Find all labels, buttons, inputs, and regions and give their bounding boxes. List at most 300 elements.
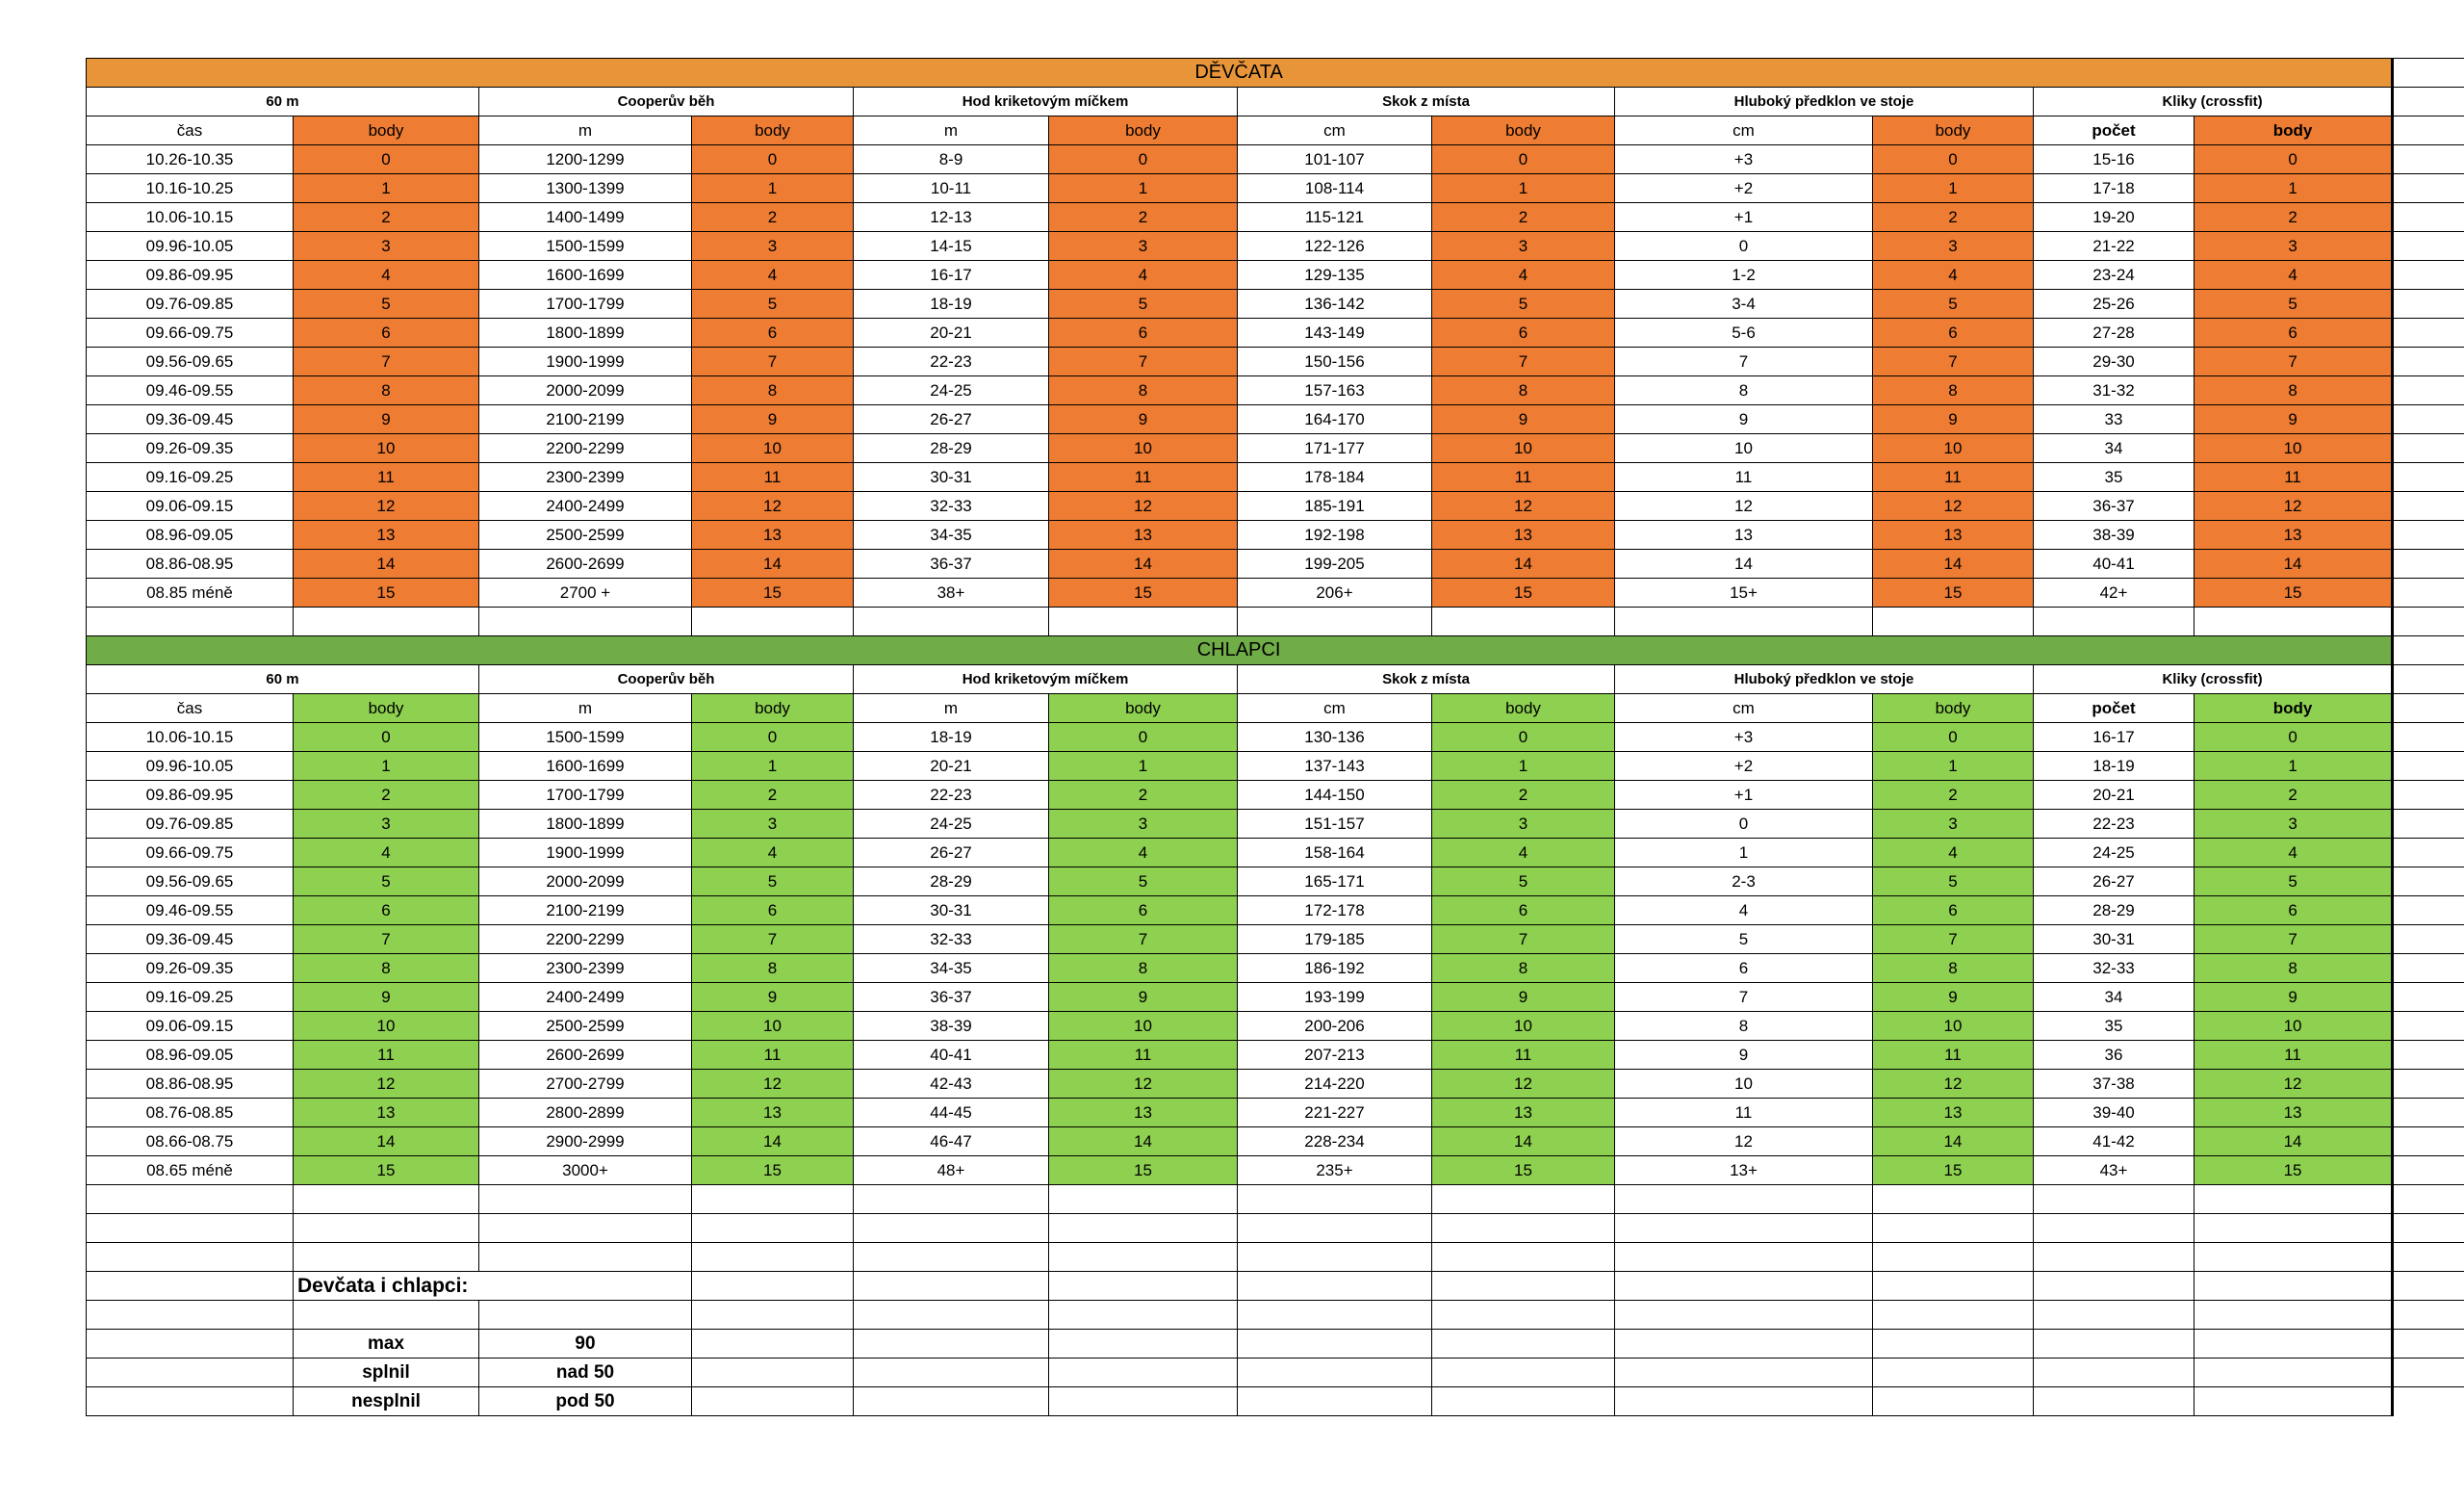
summary-section bbox=[87, 1185, 2464, 1416]
value-cell: 137-143 bbox=[1238, 752, 1432, 781]
points-cell: 2 bbox=[692, 781, 854, 810]
table-row bbox=[87, 983, 2464, 1012]
value-cell: 2600-2699 bbox=[479, 1041, 692, 1070]
value-cell: 12-13 bbox=[854, 203, 1049, 232]
points-cell: 2 bbox=[1873, 203, 2034, 232]
value-cell: +3 bbox=[1615, 723, 1873, 752]
points-cell: 5 bbox=[294, 290, 479, 319]
points-cell: 0 bbox=[1432, 145, 1615, 174]
value-cell: 2200-2299 bbox=[479, 434, 692, 463]
value-cell: 19-20 bbox=[2034, 203, 2194, 232]
unit-points: body bbox=[1873, 116, 2034, 145]
girls-unit-header bbox=[87, 116, 2464, 145]
value-cell: 214-220 bbox=[1238, 1070, 1432, 1099]
points-cell: 13 bbox=[2194, 521, 2393, 550]
points-cell: 14 bbox=[294, 550, 479, 579]
points-cell: 6 bbox=[1873, 896, 2034, 925]
points-cell: 11 bbox=[692, 463, 854, 492]
points-cell: 3 bbox=[2194, 810, 2393, 839]
points-cell: 10 bbox=[692, 1012, 854, 1041]
value-cell: 1-2 bbox=[1615, 261, 1873, 290]
unit-points: body bbox=[294, 694, 479, 723]
value-cell: 10-11 bbox=[854, 174, 1049, 203]
points-cell: 6 bbox=[1873, 319, 2034, 348]
value-cell: 2800-2899 bbox=[479, 1099, 692, 1127]
points-cell: 15 bbox=[1873, 579, 2034, 608]
summary-max-label: max bbox=[294, 1330, 479, 1359]
points-cell: 11 bbox=[1873, 463, 2034, 492]
value-cell: 1800-1899 bbox=[479, 319, 692, 348]
value-cell: 30-31 bbox=[854, 463, 1049, 492]
value-cell: 17-18 bbox=[2034, 174, 2194, 203]
points-cell: 9 bbox=[2194, 983, 2393, 1012]
value-cell: 186-192 bbox=[1238, 954, 1432, 983]
value-cell: 179-185 bbox=[1238, 925, 1432, 954]
value-cell: 08.85 méně bbox=[87, 579, 294, 608]
value-cell: 200-206 bbox=[1238, 1012, 1432, 1041]
value-cell: 5-6 bbox=[1615, 319, 1873, 348]
value-cell: 0 bbox=[1615, 232, 1873, 261]
summary-pass-label: splnil bbox=[294, 1359, 479, 1387]
points-cell: 1 bbox=[1049, 752, 1238, 781]
points-cell: 12 bbox=[1049, 1070, 1238, 1099]
unit-points: body bbox=[692, 694, 854, 723]
value-cell: 10.26-10.35 bbox=[87, 145, 294, 174]
points-cell: 13 bbox=[1873, 521, 2034, 550]
points-cell: 2 bbox=[2194, 203, 2393, 232]
value-cell: 23-24 bbox=[2034, 261, 2194, 290]
value-cell: 41-42 bbox=[2034, 1127, 2194, 1156]
points-cell: 9 bbox=[1873, 983, 2034, 1012]
table-row bbox=[87, 579, 2464, 608]
points-cell: 8 bbox=[1049, 954, 1238, 983]
table-row bbox=[87, 1127, 2464, 1156]
value-cell: 28-29 bbox=[854, 434, 1049, 463]
points-cell: 14 bbox=[1873, 550, 2034, 579]
points-cell: 2 bbox=[1432, 203, 1615, 232]
value-cell: 36 bbox=[2034, 1041, 2194, 1070]
value-cell: 08.86-08.95 bbox=[87, 550, 294, 579]
value-cell: 4 bbox=[1615, 896, 1873, 925]
points-cell: 0 bbox=[294, 723, 479, 752]
value-cell: 193-199 bbox=[1238, 983, 1432, 1012]
table-row bbox=[87, 1156, 2464, 1185]
points-cell: 13 bbox=[2194, 1099, 2393, 1127]
points-cell: 10 bbox=[1049, 1012, 1238, 1041]
points-cell: 5 bbox=[1049, 290, 1238, 319]
points-cell: 5 bbox=[1873, 867, 2034, 896]
points-cell: 4 bbox=[1432, 261, 1615, 290]
girls-table bbox=[87, 59, 2464, 608]
value-cell: 35 bbox=[2034, 463, 2194, 492]
points-cell: 15 bbox=[1873, 1156, 2034, 1185]
points-cell: 10 bbox=[2194, 1012, 2393, 1041]
value-cell: 20-21 bbox=[2034, 781, 2194, 810]
value-cell: 09.66-09.75 bbox=[87, 319, 294, 348]
value-cell: 09.86-09.95 bbox=[87, 261, 294, 290]
table-row bbox=[87, 405, 2464, 434]
table-row bbox=[87, 723, 2464, 752]
points-cell: 13 bbox=[1049, 1099, 1238, 1127]
value-cell: 1700-1799 bbox=[479, 290, 692, 319]
points-cell: 1 bbox=[1049, 174, 1238, 203]
value-cell: 2000-2099 bbox=[479, 376, 692, 405]
points-cell: 6 bbox=[1049, 319, 1238, 348]
points-cell: 0 bbox=[294, 145, 479, 174]
table-row bbox=[87, 925, 2464, 954]
points-cell: 12 bbox=[692, 492, 854, 521]
points-cell: 3 bbox=[692, 810, 854, 839]
points-cell: 10 bbox=[1432, 434, 1615, 463]
value-cell: 13+ bbox=[1615, 1156, 1873, 1185]
value-cell: 2700 + bbox=[479, 579, 692, 608]
group-forward-bend: Hluboký předklon ve stoje bbox=[1615, 665, 2034, 694]
value-cell: 09.36-09.45 bbox=[87, 925, 294, 954]
value-cell: 22-23 bbox=[854, 781, 1049, 810]
group-pushups: Kliky (crossfit) bbox=[2034, 88, 2393, 116]
value-cell: 8 bbox=[1615, 376, 1873, 405]
value-cell: 165-171 bbox=[1238, 867, 1432, 896]
points-cell: 11 bbox=[294, 463, 479, 492]
value-cell: 24-25 bbox=[854, 810, 1049, 839]
value-cell: 09.06-09.15 bbox=[87, 492, 294, 521]
points-cell: 14 bbox=[2194, 550, 2393, 579]
value-cell: 38-39 bbox=[854, 1012, 1049, 1041]
points-cell: 8 bbox=[692, 376, 854, 405]
value-cell: 206+ bbox=[1238, 579, 1432, 608]
value-cell: 2100-2199 bbox=[479, 405, 692, 434]
value-cell: 22-23 bbox=[2034, 810, 2194, 839]
points-cell: 4 bbox=[294, 839, 479, 867]
points-cell: 7 bbox=[2194, 925, 2393, 954]
unit-m: m bbox=[854, 694, 1049, 723]
points-cell: 3 bbox=[294, 232, 479, 261]
value-cell: 1900-1999 bbox=[479, 348, 692, 376]
points-cell: 11 bbox=[2194, 1041, 2393, 1070]
points-cell: 5 bbox=[1049, 867, 1238, 896]
value-cell: 122-126 bbox=[1238, 232, 1432, 261]
value-cell: 0 bbox=[1615, 810, 1873, 839]
value-cell: 08.76-08.85 bbox=[87, 1099, 294, 1127]
value-cell: 36-37 bbox=[2034, 492, 2194, 521]
value-cell: 09.46-09.55 bbox=[87, 896, 294, 925]
value-cell: 171-177 bbox=[1238, 434, 1432, 463]
table-row bbox=[87, 434, 2464, 463]
table-row bbox=[87, 781, 2464, 810]
points-cell: 3 bbox=[1049, 232, 1238, 261]
points-cell: 13 bbox=[692, 1099, 854, 1127]
value-cell: 28-29 bbox=[854, 867, 1049, 896]
summary-max-value: 90 bbox=[479, 1330, 692, 1359]
boys-table bbox=[87, 636, 2464, 1185]
points-cell: 11 bbox=[692, 1041, 854, 1070]
points-cell: 9 bbox=[2194, 405, 2393, 434]
value-cell: 08.86-08.95 bbox=[87, 1070, 294, 1099]
value-cell: 09.76-09.85 bbox=[87, 810, 294, 839]
value-cell: 44-45 bbox=[854, 1099, 1049, 1127]
points-cell: 12 bbox=[294, 1070, 479, 1099]
value-cell: 2600-2699 bbox=[479, 550, 692, 579]
points-cell: 6 bbox=[692, 319, 854, 348]
value-cell: 1800-1899 bbox=[479, 810, 692, 839]
points-cell: 11 bbox=[1432, 1041, 1615, 1070]
boys-title: CHLAPCI bbox=[87, 636, 2393, 665]
points-cell: 1 bbox=[692, 174, 854, 203]
points-cell: 0 bbox=[692, 723, 854, 752]
points-cell: 12 bbox=[2194, 1070, 2393, 1099]
points-cell: 9 bbox=[692, 405, 854, 434]
value-cell: 09.56-09.65 bbox=[87, 867, 294, 896]
points-cell: 8 bbox=[2194, 954, 2393, 983]
value-cell: 08.96-09.05 bbox=[87, 1041, 294, 1070]
points-cell: 10 bbox=[1873, 1012, 2034, 1041]
value-cell: 09.46-09.55 bbox=[87, 376, 294, 405]
value-cell: +3 bbox=[1615, 145, 1873, 174]
value-cell: 09.16-09.25 bbox=[87, 463, 294, 492]
value-cell: 6 bbox=[1615, 954, 1873, 983]
value-cell: 36-37 bbox=[854, 983, 1049, 1012]
value-cell: 7 bbox=[1615, 983, 1873, 1012]
table-row bbox=[87, 954, 2464, 983]
points-cell: 1 bbox=[2194, 174, 2393, 203]
points-cell: 4 bbox=[1873, 839, 2034, 867]
table-row bbox=[87, 867, 2464, 896]
table-row bbox=[87, 290, 2464, 319]
points-cell: 12 bbox=[1432, 1070, 1615, 1099]
value-cell: 18-19 bbox=[854, 290, 1049, 319]
points-cell: 15 bbox=[1049, 579, 1238, 608]
value-cell: 26-27 bbox=[854, 839, 1049, 867]
value-cell: 1500-1599 bbox=[479, 723, 692, 752]
value-cell: 48+ bbox=[854, 1156, 1049, 1185]
value-cell: 1900-1999 bbox=[479, 839, 692, 867]
value-cell: 1300-1399 bbox=[479, 174, 692, 203]
points-cell: 7 bbox=[692, 348, 854, 376]
value-cell: 40-41 bbox=[2034, 550, 2194, 579]
value-cell: 13 bbox=[1615, 521, 1873, 550]
unit-points: body bbox=[1049, 116, 1238, 145]
value-cell: 11 bbox=[1615, 463, 1873, 492]
points-cell: 8 bbox=[1873, 376, 2034, 405]
value-cell: 2500-2599 bbox=[479, 1012, 692, 1041]
value-cell: 9 bbox=[1615, 405, 1873, 434]
points-cell: 8 bbox=[692, 954, 854, 983]
points-cell: 6 bbox=[2194, 896, 2393, 925]
points-cell: 2 bbox=[294, 781, 479, 810]
value-cell: 150-156 bbox=[1238, 348, 1432, 376]
value-cell: 9 bbox=[1615, 1041, 1873, 1070]
value-cell: 8-9 bbox=[854, 145, 1049, 174]
table-row bbox=[87, 521, 2464, 550]
points-cell: 14 bbox=[1049, 1127, 1238, 1156]
points-cell: 3 bbox=[1432, 810, 1615, 839]
value-cell: 235+ bbox=[1238, 1156, 1432, 1185]
value-cell: 09.96-10.05 bbox=[87, 232, 294, 261]
points-cell: 15 bbox=[692, 1156, 854, 1185]
value-cell: 199-205 bbox=[1238, 550, 1432, 579]
points-cell: 14 bbox=[692, 1127, 854, 1156]
points-cell: 10 bbox=[1873, 434, 2034, 463]
value-cell: 10.06-10.15 bbox=[87, 203, 294, 232]
value-cell: 21-22 bbox=[2034, 232, 2194, 261]
points-cell: 5 bbox=[294, 867, 479, 896]
points-cell: 13 bbox=[294, 521, 479, 550]
points-cell: 1 bbox=[1432, 752, 1615, 781]
points-cell: 10 bbox=[1432, 1012, 1615, 1041]
value-cell: 129-135 bbox=[1238, 261, 1432, 290]
points-cell: 6 bbox=[294, 896, 479, 925]
value-cell: 43+ bbox=[2034, 1156, 2194, 1185]
table-row bbox=[87, 839, 2464, 867]
value-cell: 29-30 bbox=[2034, 348, 2194, 376]
value-cell: 25-26 bbox=[2034, 290, 2194, 319]
value-cell: 14 bbox=[1615, 550, 1873, 579]
value-cell: +2 bbox=[1615, 174, 1873, 203]
value-cell: 10.06-10.15 bbox=[87, 723, 294, 752]
unit-cm: cm bbox=[1615, 694, 1873, 723]
value-cell: 20-21 bbox=[854, 752, 1049, 781]
value-cell: 172-178 bbox=[1238, 896, 1432, 925]
points-cell: 15 bbox=[1432, 579, 1615, 608]
points-cell: 14 bbox=[692, 550, 854, 579]
value-cell: 151-157 bbox=[1238, 810, 1432, 839]
value-cell: 34 bbox=[2034, 434, 2194, 463]
points-cell: 10 bbox=[294, 434, 479, 463]
value-cell: 27-28 bbox=[2034, 319, 2194, 348]
points-cell: 0 bbox=[1049, 723, 1238, 752]
points-cell: 15 bbox=[692, 579, 854, 608]
points-cell: 14 bbox=[1432, 550, 1615, 579]
points-cell: 2 bbox=[1432, 781, 1615, 810]
points-cell: 8 bbox=[1049, 376, 1238, 405]
value-cell: 2300-2399 bbox=[479, 463, 692, 492]
value-cell: 39-40 bbox=[2034, 1099, 2194, 1127]
points-cell: 1 bbox=[294, 174, 479, 203]
table-row bbox=[87, 550, 2464, 579]
points-cell: 15 bbox=[1049, 1156, 1238, 1185]
points-cell: 5 bbox=[2194, 290, 2393, 319]
table-row bbox=[87, 348, 2464, 376]
value-cell: 08.96-09.05 bbox=[87, 521, 294, 550]
value-cell: 33 bbox=[2034, 405, 2194, 434]
value-cell: 2100-2199 bbox=[479, 896, 692, 925]
value-cell: 46-47 bbox=[854, 1127, 1049, 1156]
points-cell: 4 bbox=[2194, 839, 2393, 867]
value-cell: 09.66-09.75 bbox=[87, 839, 294, 867]
value-cell: 2900-2999 bbox=[479, 1127, 692, 1156]
points-cell: 3 bbox=[1049, 810, 1238, 839]
value-cell: 11 bbox=[1615, 1099, 1873, 1127]
value-cell: 37-38 bbox=[2034, 1070, 2194, 1099]
value-cell: 2400-2499 bbox=[479, 983, 692, 1012]
points-cell: 5 bbox=[1432, 867, 1615, 896]
value-cell: 09.86-09.95 bbox=[87, 781, 294, 810]
value-cell: 28-29 bbox=[2034, 896, 2194, 925]
value-cell: 3-4 bbox=[1615, 290, 1873, 319]
group-cooper: Cooperův běh bbox=[479, 88, 854, 116]
value-cell: 09.26-09.35 bbox=[87, 434, 294, 463]
points-cell: 12 bbox=[1049, 492, 1238, 521]
scoring-spreadsheet bbox=[86, 58, 2464, 1416]
value-cell: 18-19 bbox=[854, 723, 1049, 752]
value-cell: 09.16-09.25 bbox=[87, 983, 294, 1012]
points-cell: 4 bbox=[692, 839, 854, 867]
group-cooper: Cooperův běh bbox=[479, 665, 854, 694]
value-cell: 38-39 bbox=[2034, 521, 2194, 550]
girls-group-header bbox=[87, 88, 2464, 116]
points-cell: 7 bbox=[692, 925, 854, 954]
points-cell: 12 bbox=[692, 1070, 854, 1099]
points-cell: 8 bbox=[1873, 954, 2034, 983]
points-cell: 12 bbox=[2194, 492, 2393, 521]
value-cell: 14-15 bbox=[854, 232, 1049, 261]
value-cell: 2-3 bbox=[1615, 867, 1873, 896]
points-cell: 11 bbox=[1432, 463, 1615, 492]
points-cell: 5 bbox=[2194, 867, 2393, 896]
value-cell: 08.66-08.75 bbox=[87, 1127, 294, 1156]
value-cell: 3000+ bbox=[479, 1156, 692, 1185]
points-cell: 12 bbox=[294, 492, 479, 521]
value-cell: 158-164 bbox=[1238, 839, 1432, 867]
points-cell: 3 bbox=[2194, 232, 2393, 261]
points-cell: 11 bbox=[2194, 463, 2393, 492]
points-cell: 5 bbox=[692, 867, 854, 896]
unit-cm: cm bbox=[1238, 116, 1432, 145]
points-cell: 13 bbox=[1873, 1099, 2034, 1127]
points-cell: 11 bbox=[1873, 1041, 2034, 1070]
points-cell: 2 bbox=[692, 203, 854, 232]
points-cell: 0 bbox=[1049, 145, 1238, 174]
points-cell: 9 bbox=[1049, 983, 1238, 1012]
table-row bbox=[87, 145, 2464, 174]
table-row bbox=[87, 1012, 2464, 1041]
points-cell: 13 bbox=[692, 521, 854, 550]
unit-points: body bbox=[1432, 116, 1615, 145]
summary-fail-value: pod 50 bbox=[479, 1387, 692, 1416]
points-cell: 0 bbox=[692, 145, 854, 174]
value-cell: +2 bbox=[1615, 752, 1873, 781]
points-cell: 8 bbox=[294, 376, 479, 405]
spacer-row bbox=[87, 608, 2464, 636]
points-cell: 6 bbox=[1432, 896, 1615, 925]
value-cell: 228-234 bbox=[1238, 1127, 1432, 1156]
value-cell: 34 bbox=[2034, 983, 2194, 1012]
value-cell: 15-16 bbox=[2034, 145, 2194, 174]
value-cell: 1600-1699 bbox=[479, 752, 692, 781]
points-cell: 12 bbox=[1432, 492, 1615, 521]
points-cell: 14 bbox=[294, 1127, 479, 1156]
value-cell: 08.65 méně bbox=[87, 1156, 294, 1185]
table-row bbox=[87, 1041, 2464, 1070]
table-row bbox=[87, 896, 2464, 925]
points-cell: 13 bbox=[1432, 521, 1615, 550]
points-cell: 12 bbox=[1873, 1070, 2034, 1099]
value-cell: 36-37 bbox=[854, 550, 1049, 579]
value-cell: 1500-1599 bbox=[479, 232, 692, 261]
points-cell: 0 bbox=[1873, 145, 2034, 174]
boys-group-header bbox=[87, 665, 2464, 694]
unit-cm: cm bbox=[1238, 694, 1432, 723]
unit-count: počet bbox=[2034, 694, 2194, 723]
value-cell: 2000-2099 bbox=[479, 867, 692, 896]
value-cell: 26-27 bbox=[2034, 867, 2194, 896]
value-cell: 8 bbox=[1615, 1012, 1873, 1041]
value-cell: 34-35 bbox=[854, 521, 1049, 550]
points-cell: 3 bbox=[1873, 232, 2034, 261]
value-cell: 09.06-09.15 bbox=[87, 1012, 294, 1041]
summary-pass-value: nad 50 bbox=[479, 1359, 692, 1387]
points-cell: 15 bbox=[294, 1156, 479, 1185]
